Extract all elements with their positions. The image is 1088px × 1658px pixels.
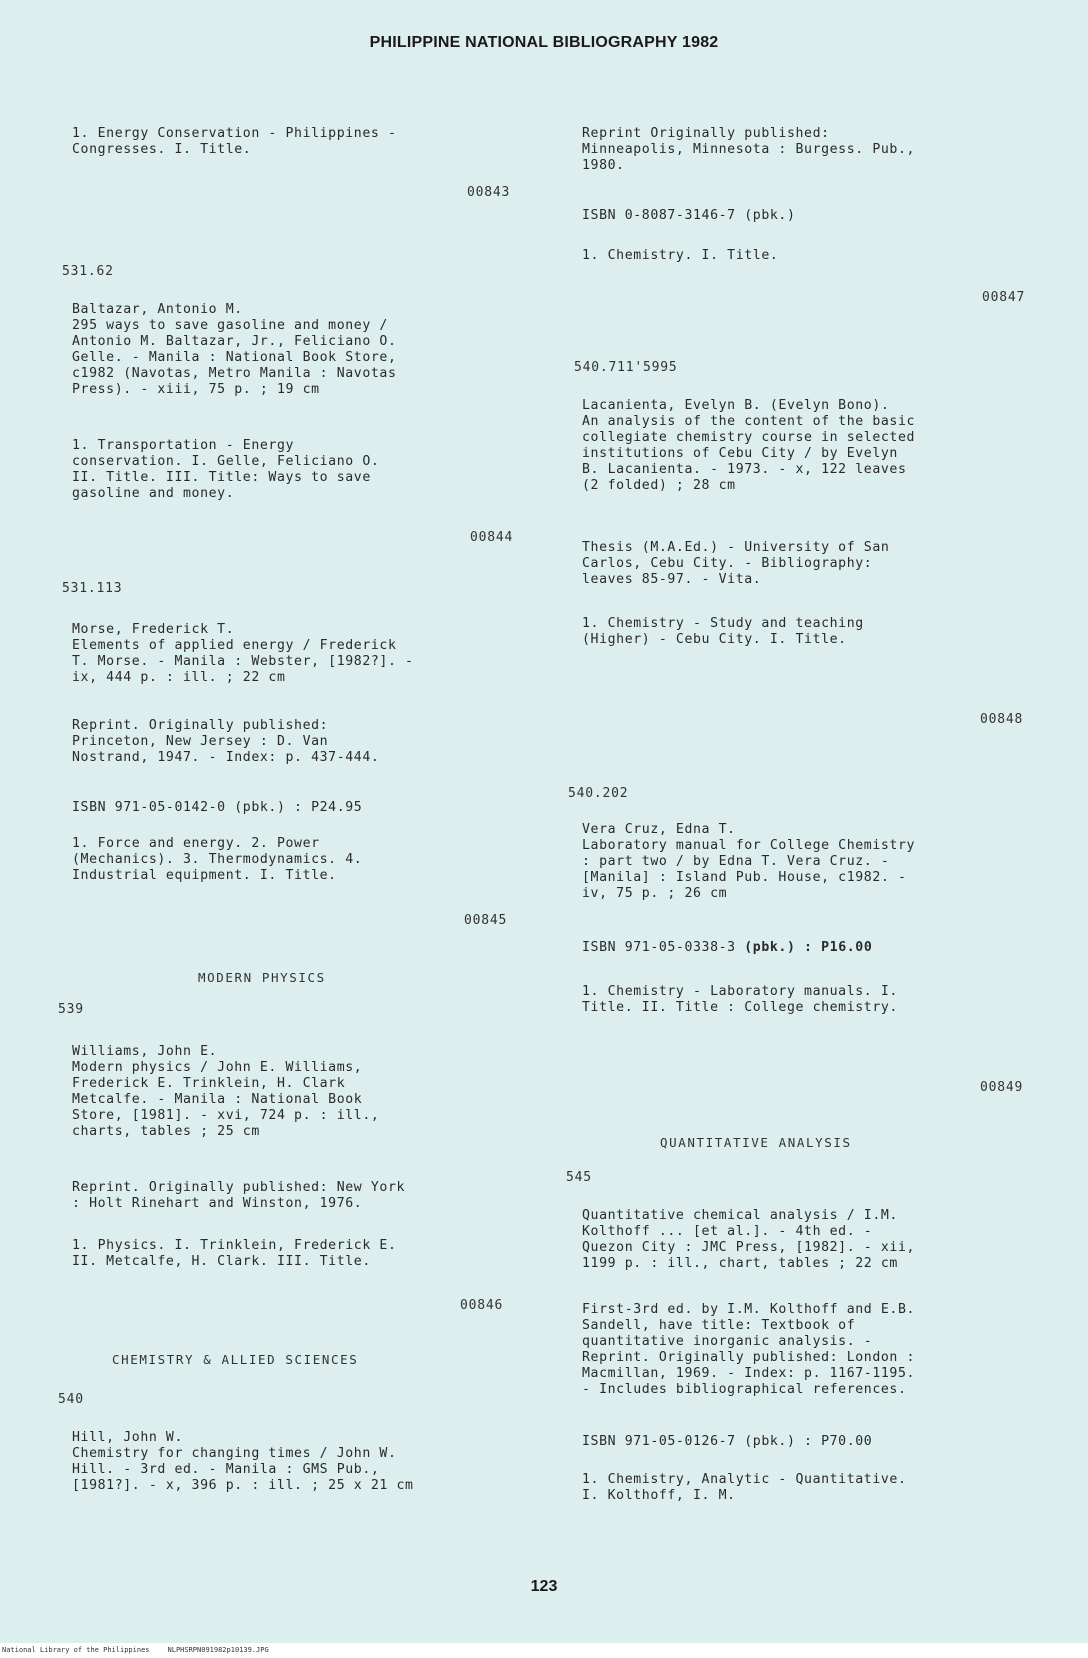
file-name: NLPHSRPN091982p10139.JPG [167, 1646, 269, 1654]
isbn-entry: ISBN 971-05-0142-0 (pbk.) : P24.95 [72, 800, 363, 815]
subject-entry: 1. Physics. I. Trinklein, Frederick E. II. Metcalfe, H. Clark. III. Title. [72, 1238, 397, 1269]
isbn-entry: ISBN 971-05-0126-7 (pbk.) : P70.00 [582, 1434, 873, 1449]
subject-entry: 1. Transportation - Energy conservation. I. Gelle, Feliciano O. II. Title. III. Title: Ways to save gasoline and money. [72, 438, 380, 501]
class-number: 531.113 [62, 581, 123, 596]
class-number: 545 [566, 1170, 592, 1185]
class-number: 539 [58, 1002, 84, 1017]
bibliographic-entry: Quantitative chemical analysis / I.M. Kolthoff ... [et al.]. - 4th ed. - Quezon City : JMC Press, [1982]. - xii, 1199 p. : ill., chart, tables ; 22 cm [582, 1208, 916, 1271]
page-title: PHILIPPINE NATIONAL BIBLIOGRAPHY 1982 [369, 34, 719, 51]
entry-number: 00847 [982, 290, 1026, 305]
entry-number: 00845 [464, 913, 508, 928]
bibliographic-entry: Hill, John W. Chemistry for changing times / John W. Hill. - 3rd ed. - Manila : GMS Pub., [1981?]. - x, 396 p. : ill. ; 25 x 21 cm [72, 1430, 414, 1493]
source-label: National Library of the Philippines [2, 1646, 150, 1654]
class-number: 540.202 [568, 786, 629, 801]
bibliographic-entry: Morse, Frederick T. Elements of applied energy / Frederick T. Morse. - Manila : Webster, [1982?]. - ix, 444 p. : ill. ; 22 cm [72, 622, 414, 685]
subject-entry: 1. Chemistry, Analytic - Quantitative. I. Kolthoff, I. M. [582, 1472, 907, 1503]
page-number: 123 [530, 1578, 558, 1595]
entry-number: 00844 [470, 530, 514, 545]
class-number: 531.62 [62, 264, 114, 279]
bibliographic-entry: Baltazar, Antonio M. 295 ways to save gasoline and money / Antonio M. Baltazar, Jr., Feliciano O. Gelle. - Manila : National Book Store, c1982 (Navotas, Metro Manila : Navotas Press). - xiii, 75 p. ; 19 cm [72, 302, 397, 397]
price: (pbk.) : P16.00 [744, 940, 873, 955]
bibliographic-entry: Lacanienta, Evelyn B. (Evelyn Bono). An analysis of the content of the basic collegiate chemistry course in selected institutions of Cebu City / by Evelyn B. Lacanienta. - 1973. - x, 122 leaves (2 folded) ; 28 cm [582, 398, 916, 493]
notes-entry: Reprint. Originally published: New York : Holt Rinehart and Winston, 1976. [72, 1180, 406, 1211]
entry-number: 00843 [467, 185, 511, 200]
class-number: 540 [58, 1392, 84, 1407]
bibliographic-entry: Williams, John E. Modern physics / John E. Williams, Frederick E. Trinklein, H. Clark Metcalfe. - Manila : National Book Store, [1981]. - xvi, 724 p. : ill., charts, tables ; 25 cm [72, 1044, 380, 1139]
notes-entry: Reprint. Originally published: Princeton, New Jersey : D. Van Nostrand, 1947. - Index: p. 437-444. [72, 718, 380, 765]
subject-entry: 1. Chemistry. I. Title. [582, 248, 779, 263]
section-heading: CHEMISTRY & ALLIED SCIENCES [112, 1352, 359, 1367]
isbn-entry: ISBN 0-8087-3146-7 (pbk.) [582, 208, 796, 223]
scan-footer [0, 1643, 1088, 1658]
section-heading: QUANTITATIVE ANALYSIS [660, 1135, 852, 1150]
entry-number: 00846 [460, 1298, 504, 1313]
subject-entry: 1. Energy Conservation - Philippines - Congresses. I. Title. [72, 126, 397, 157]
subject-entry: 1. Chemistry - Laboratory manuals. I. Title. II. Title : College chemistry. [582, 984, 898, 1015]
subject-entry: 1. Chemistry - Study and teaching (Higher) - Cebu City. I. Title. [582, 616, 864, 647]
notes-entry: Reprint Originally published: Minneapolis, Minnesota : Burgess. Pub., 1980. [582, 126, 916, 173]
class-number: 540.711'5995 [574, 360, 678, 375]
section-heading: MODERN PHYSICS [198, 970, 326, 985]
isbn-entry [582, 940, 872, 956]
entry-number: 00848 [980, 712, 1024, 727]
bibliographic-entry: Vera Cruz, Edna T. Laboratory manual for College Chemistry : part two / by Edna T. Vera Cruz. - [Manila] : Island Pub. House, c1982. - iv, 75 p. ; 26 cm [582, 822, 916, 901]
entry-number: 00849 [980, 1080, 1024, 1095]
subject-entry: 1. Force and energy. 2. Power (Mechanics). 3. Thermodynamics. 4. Industrial equipment. I. Title. [72, 836, 363, 883]
notes-entry: Thesis (M.A.Ed.) - University of San Carlos, Cebu City. - Bibliography: leaves 85-97. - Vita. [582, 540, 890, 587]
isbn-number: ISBN 971-05-0338-3 [582, 940, 745, 955]
notes-entry: First-3rd ed. by I.M. Kolthoff and E.B. Sandell, have title: Textbook of quantitative inorganic analysis. - Reprint. Originally published: London : Macmillan, 1969. - Index: p. 1167-1195. - Includes bibliographical references. [582, 1302, 916, 1397]
